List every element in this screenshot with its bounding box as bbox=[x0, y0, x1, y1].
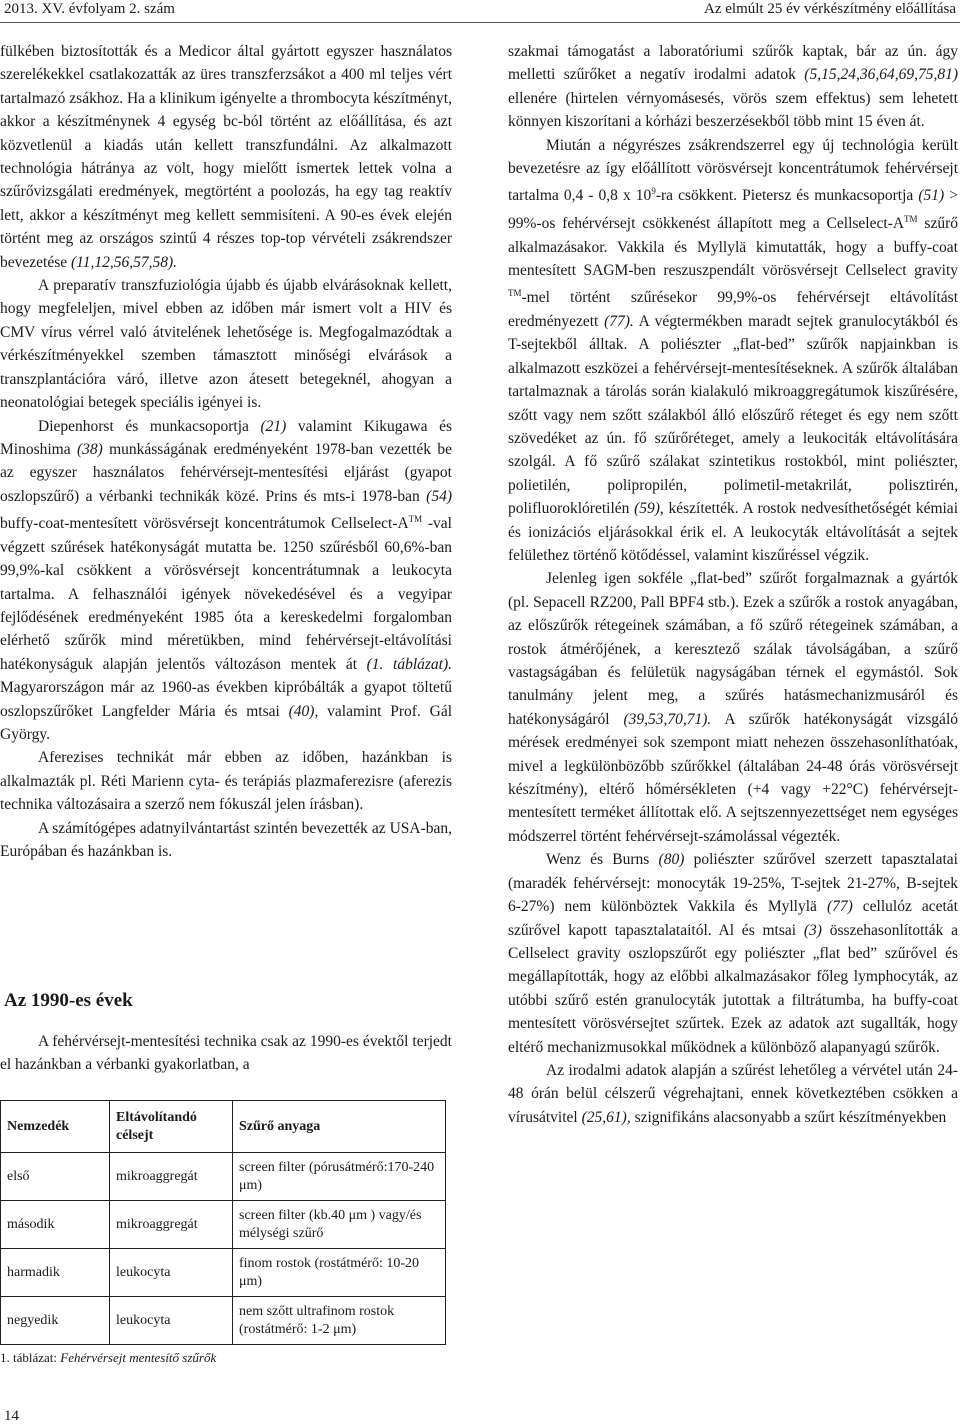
table-header-cell: Nemzedék bbox=[1, 1101, 110, 1153]
right-column bbox=[508, 40, 958, 1129]
table-cell: mikroaggregát bbox=[110, 1153, 233, 1201]
caption-label: 1. táblázat: bbox=[0, 1350, 61, 1365]
left-column bbox=[0, 40, 452, 863]
citation: (5,15,24,36,64,69,75,81) bbox=[804, 66, 958, 84]
table-header-cell: Eltávolítandó célsejt bbox=[110, 1101, 233, 1153]
caption-text: Fehérvérsejt mentesítő szűrők bbox=[60, 1350, 217, 1365]
table-cell: screen filter (pórusátmérő:170-240 μm) bbox=[233, 1153, 446, 1201]
citation: (54) bbox=[426, 487, 452, 505]
section-intro bbox=[0, 1030, 452, 1077]
paragraph: Wenz és Burns (80) poliészter szűrővel szerzett tapasztalatai (maradék fehérvérsejt: monocyták 19-25%, T-sejtek 21-27%, B-sejtek 6-27%) nem különböztek Vakkila és Myllylä (77) cellulóz acetát szűrővel kapott tapasztalataitól. Al és mtsai (3) összehasonlították a Cellselect gravity oszlopszűrőt egy poliészter „flat bed” szűrővel és megállapították, hogy az előbbi alkalmazásakor főleg lymphocyták, az utóbbi szűrő estén granulocyták jutottak a filtrátumba, ha buffy-coat mentesített vörösvérsejtet szűrtek. Ezek az adatok azt sugallták, hogy eltérő mechanizmusokkal működnek a különböző alapanyagú szűrők. bbox=[508, 851, 959, 1056]
table-cell: első bbox=[1, 1153, 110, 1201]
paragraph: A fehérvérsejt-mentesítési technika csak az 1990-es évektől terjedt el hazánkban a vérbanki gyakorlatban, a bbox=[0, 1033, 452, 1074]
paragraph: A számítógépes adatnyilvántartást szintén bevezették az USA-ban, Európában és hazánkban is. bbox=[0, 819, 452, 860]
exponent: 9 bbox=[651, 186, 656, 197]
page-number: 14 bbox=[4, 1408, 19, 1424]
table-cell: leukocyta bbox=[110, 1249, 233, 1297]
table-cell: második bbox=[1, 1201, 110, 1249]
paragraph: fülkében biztosították és a Medicor által gyártott egyszer használatos szerelékekkel csatlakozatták az üres transzferzsákot a 400 ml teljes vért tartalmazó zsákhoz. Ha a klinikum igényelte a thrombocyta készítményt, akkor a készítménynek 4 egység bc-ból történt az előállítása, és azt közvetlenül a kiadás után kellett transzfundálni. Az alkalmazott technológia hátránya az volt, hogy mielőtt ismertek lettek volna a szűrővizsgálati eredmények, megtörtént a poolozás, ha egy tag reaktív lett, akkor a készítményt meg kellett semmisíteni. A 90-es évek elején történt meg az országos szintű 4 részes top-top vérvételi zsákrendszer bevezetése (11,12,56,57,58). bbox=[0, 43, 452, 271]
table-row bbox=[1, 1297, 446, 1345]
header-rule bbox=[0, 22, 960, 23]
citation: (77). bbox=[604, 312, 634, 330]
table-caption bbox=[0, 1350, 216, 1366]
running-title: Az elmúlt 25 év vérkészítmény előállítása bbox=[704, 1, 956, 17]
paragraph: Aferezises technikát már ebben az időben, hazánkban is alkalmazták pl. Réti Marienn cyta- és terápiás plazmaferezisre (aferezis technika változásaira a szerző nem fókuszál jelen írásban). bbox=[0, 749, 452, 814]
table-cell: mikroaggregát bbox=[110, 1201, 233, 1249]
citation: (21) bbox=[260, 417, 287, 435]
citation: (77) bbox=[826, 898, 853, 916]
citation: (80) bbox=[658, 851, 685, 869]
citation: (25,61), bbox=[581, 1108, 631, 1126]
trademark: TM bbox=[904, 214, 918, 224]
journal-issue: 2013. XV. évfolyam 2. szám bbox=[4, 1, 175, 17]
paragraph: Jelenleg igen sokféle „flat-bed” szűrőt forgalmaznak a gyártók (pl. Sepacell RZ200, Pall BPF4 stb.). Ezek a szűrők a rostok anyagában, az előszűrők rétegeinek számában, a fő szűrő rétegeinek számában, a rostok átmérőjének, a keresztező szálak távolságában, a szűrő vastagságában és felületük nagyságában térnek el egymástól. Sok tanulmány jelent meg, a szűrés hatásmechanizmusáról és hatékonyságáról (39,53,70,71). A szűrők hatékonyságát vizsgáló mérések eredményei sok szempont miatt nehezen összehasonlíthatóak, mivel a legkülönbözőbb szűrőkkel (általában 24-48 órás vörösvérsejt készítmény), eltérő hőmérsékleten (+4 vagy +22°C) fehérvérsejt-mentesített terméket állítottak elő. A sejtszennyezettséget nem egységes módszerrel történt fehérvérsejt-számolással végezték. bbox=[508, 570, 958, 845]
paragraph: Miután a négyrészes zsákrendszerrel egy új technológia került bevezetésre az így előállított vörösvérsejt koncentrátumok fehérvérsejt tartalma 0,4 - 0,8 x $10^9-ra$ csökkent. Pietersz és munkacsoportja (51) > 99%-os fehérvérsejt csökkenést állapított meg a Cellselect-A™ szűrő alkalmazásakor. Vakkila és Myllylä kimutatták, hogy a buffy-coat mentesített SAGM-ben reszuszpendált vörösvérsejt Cellselect gravity ™-mel történt szűrésekor 99,9%-os fehérvérsejt eltávolítást eredményezett (77). A végtermékben maradt sejtek granulocytákból és T-sejtekből álltak. A poliészter „flat-bed” szűrők napjainkban is alkalmazott eszközei a fehérvérsejt-mentesítéseknek. A szűrők általában tartalmaznak a tárolás során kialakuló mikroaggregátumok kiszűrésére, szőtt vagy nem szőtt szálakból álló előszűrő réteget és egy nem szőtt szövedéket az ún. fő szűrőréteget, amely a leukociták eltávolítására szolgál. A fő szűrő szálakat szintetikus rostokból, mint poliészter, polietilén, polipropilén, polimetil-metakrilát, polisztirén, polifluoroklóretilén (59), készítették. A rostok nedvesíthetőségét kémiai és ionizációs eljárásokkal érik el. A leukocyták eltávolítását a sejtek felülethez történő kötődéssel, valamint kiszűréssel végzik. bbox=[508, 136, 958, 564]
section-heading: Az 1990-es évek bbox=[4, 990, 133, 1011]
citation: (51) bbox=[918, 187, 945, 205]
trademark: TM bbox=[408, 514, 423, 525]
table-cell: harmadik bbox=[1, 1249, 110, 1297]
table-cell: nem szőtt ultrafinom rostok (rostátmérő: 1-2 μm) bbox=[233, 1297, 446, 1345]
table-cell: finom rostok (rostátmérő: 10-20 μm) bbox=[233, 1249, 446, 1297]
paragraph: Az irodalmi adatok alapján a szűrést lehetőleg a vérvétel után 24-48 órán belül célszerű végrehajtani, ennek következtében csökken a vírusátvitel (25,61), szignifikáns alacsonyabb a szűrt készítményekben bbox=[508, 1061, 958, 1126]
trademark: TM bbox=[508, 288, 522, 299]
citation: (1. táblázat). bbox=[366, 655, 452, 673]
filter-generations-table bbox=[0, 1100, 446, 1345]
table-header-row bbox=[1, 1101, 446, 1153]
table-cell: negyedik bbox=[1, 1297, 110, 1345]
citation: (40), bbox=[288, 702, 319, 720]
paragraph: A preparatív transzfuziológia újabb és újabb elvárásoknak kellett, hogy megfeleljen, mivel ebben az időben már ismert volt a HIV és CMV vírus vérrel való átvitelének lehetősége is. Megfogalmazódtak a vérkészítményekkel szemben támasztott minőségi elvárások a transzplantációra váró, illetve azon átesett betegeknél, ahogyan a neonatológiai betegek speciális igényei is. bbox=[0, 277, 452, 412]
running-header bbox=[0, 0, 960, 22]
table-row bbox=[1, 1201, 446, 1249]
table-cell: screen filter (kb.40 μm ) vagy/és mélységi szűrő bbox=[233, 1201, 446, 1249]
table-cell: leukocyta bbox=[110, 1297, 233, 1345]
table-row bbox=[1, 1249, 446, 1297]
table-row bbox=[1, 1153, 446, 1201]
citation: (59), bbox=[634, 500, 664, 518]
paragraph: Diepenhorst és munkacsoportja (21) valamint Kikugawa és Minoshima (38) munkásságának eredményeként 1978-ban vezették be az egyszer használatos fehérvérsejt-mentesítési eljárást (gyapot oszlopszűrő) a vérbanki technikák közé. Prins és mts-i 1978-ban (54) buffy-coat-mentesített vörösvérsejt koncentrátumok Cellselect-A™ -val végzett szűrések hatékonyságát mutatta be. 1250 szűrésből 60,6%-ban 99,9%-kal csökkent a vörösvérsejt koncentrátumnak a leukocyta tartalma. A felhasználói igények növekedésével és a vegyipar fejlődésének eredményeként 1985 óta a kereskedelmi forgalomban elérhető szűrők mind méretükben, mind fehérvérsejt-eltávolítási hatékonyságuk alapján jelentős változáson mentek át (1. táblázat). Magyarországon már az 1960-as években kipróbálták a gyapot töltetű oszlopszűrőket Langfelder Mária és mtsai (40), valamint Prof. Gál György. bbox=[0, 417, 453, 743]
table-header-cell: Szűrő anyaga bbox=[233, 1101, 446, 1153]
citation: (38) bbox=[76, 440, 103, 458]
citation: (39,53,70,71). bbox=[623, 710, 712, 728]
citation: (11,12,56,57,58). bbox=[71, 253, 178, 271]
citation: (3) bbox=[803, 921, 822, 939]
paragraph: szakmai támogatást a laboratóriumi szűrők kaptak, bár az ún. ágy melletti szűrőket a negatív irodalmi adatok (5,15,24,36,64,69,75,81) ellenére (hirtelen vérnyomásesés, vörös szem effektus) sem lehetett könnyen kiszorítani a kórházi beszerzésekből több mint 15 éven át. bbox=[508, 43, 958, 131]
